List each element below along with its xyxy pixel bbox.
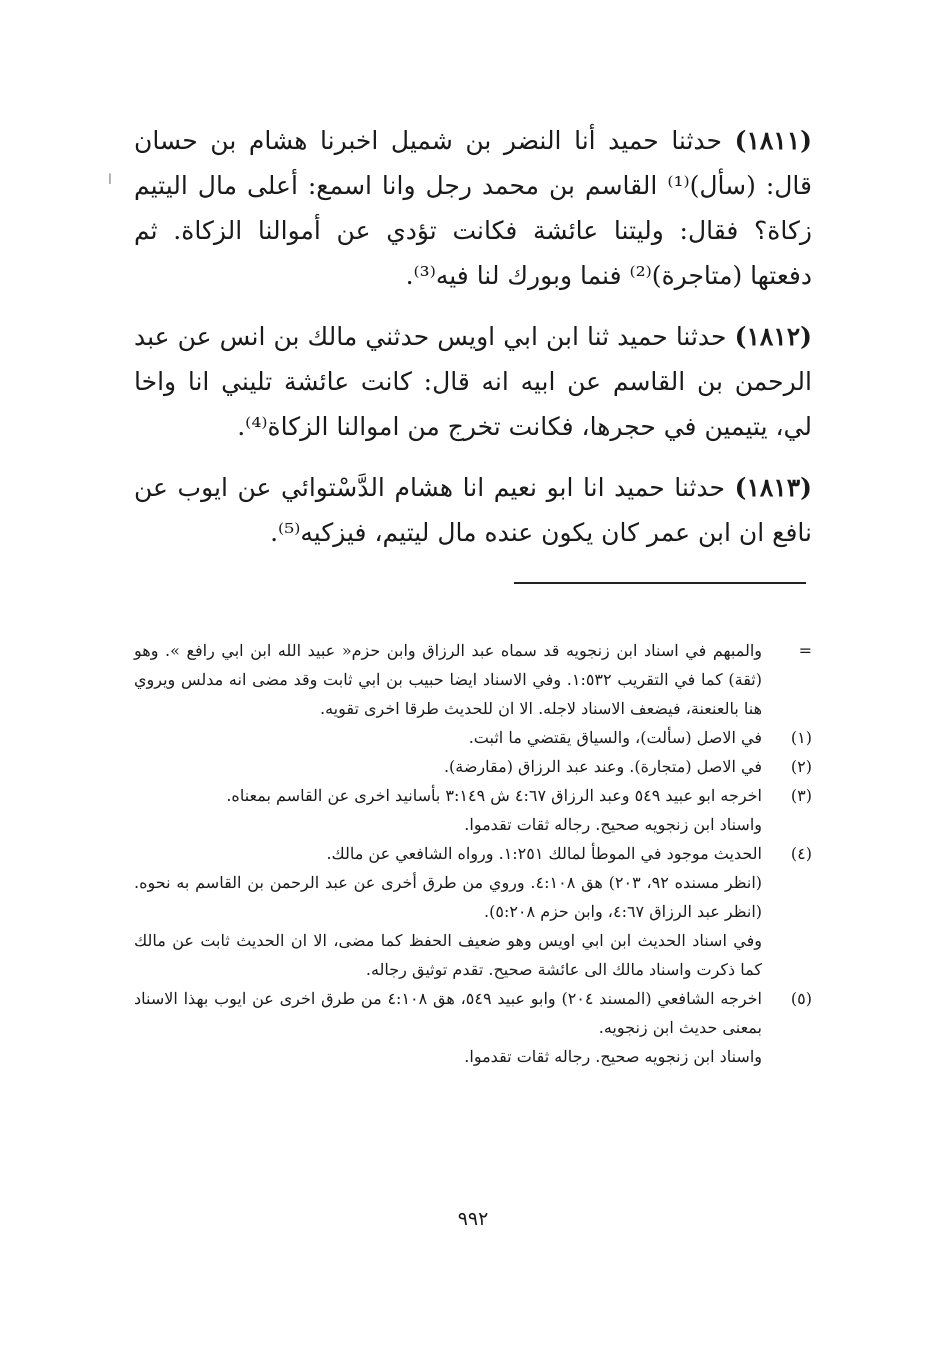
footnotes	[134, 636, 812, 1071]
footnote-4	[134, 839, 812, 984]
footnote-line: (انظر مسنده ٩٢، ٢٠٣) هق ٤:١٠٨. وروي من طرق أخرى عن عبد الرحمن بن القاسم به نحوه. (انظر عبد الرزاق ٤:٦٧، وابن حزم ٥:٢٠٨).	[134, 873, 763, 921]
footnote-body	[134, 839, 762, 984]
footnote-line: اخرجه الشافعي (المسند ٢٠٤) وابو عبيد ٥٤٩، هق ٤:١٠٨ من طرق اخرى عن ايوب بهذا الاسناد بمعنى حديث ابن زنجويه.	[134, 989, 762, 1037]
footnote-marker: (٢)	[790, 757, 812, 776]
hadith-number: (١٨١٢)	[734, 322, 812, 351]
footnote-body	[134, 636, 762, 723]
footnote-marker: (١)	[790, 728, 812, 747]
footnote-line: في الاصل (سألت)، والسياق يقتضي ما اثبت.	[468, 728, 762, 747]
hadith-1811	[134, 118, 812, 298]
page-number: ٩٩٢	[457, 1208, 489, 1230]
footnote-5	[134, 984, 812, 1071]
footnote-line: الحديث موجود في الموطأ لمالك ١:٢٥١. ورواه الشافعي عن مالك.	[326, 844, 762, 863]
footnote-body	[134, 984, 762, 1071]
footnote-line: وفي اسناد الحديث ابن ابي اويس وهو ضعيف الحفظ كما مضى، الا ان الحديث ثابت عن مالك كما ذكرت واسناد مالك الى عائشة صحيح. تقدم توثيق رجاله.	[134, 931, 762, 979]
hadith-1812	[134, 314, 812, 449]
footnote-line: اخرجه ابو عبيد ٥٤٩ وعبد الرزاق ٤:٦٧ ش ٣:١٤٩ بأسانيد اخرى عن القاسم بمعناه.	[226, 786, 762, 805]
footnote-line: والمبهم في اسناد ابن زنجويه قد سماه عبد الرزاق وابن حزم« عبيد الله ابن ابي رافع ». وهو (ثقة) كما في التقريب ١:٥٣٢. وفي الاسناد ايضا حبيب بن ابي ثابت وقد مضى انه مدلس ويروي هنا بالعنعنة، فيضعف الاسناد لاجله. الا ان للحديث طرقا اخرى تقويه.	[134, 641, 762, 718]
hadith-text: حدثنا حميد أنا النضر بن شميل اخبرنا هشام بن حسان قال: (سأل)⁽¹⁾ القاسم بن محمد رجل وانا اسمع: أعلى مال اليتيم زكاة؟ فقال: وليتنا عائشة فكانت تؤدي عن أموالنا الزكاة. ثم دفعتها (متاجرة)⁽²⁾ فنما وبورك لنا فيه⁽³⁾.	[134, 126, 812, 290]
footnote-3	[134, 781, 812, 839]
footnote-continuation	[134, 636, 812, 723]
footnote-marker: (٣)	[790, 786, 812, 805]
footnote-marker: (٤)	[790, 844, 812, 863]
footnote-line: في الاصل (متجارة). وعند عبد الرزاق (مقارضة).	[443, 757, 762, 776]
footnote-marker: (٥)	[790, 989, 812, 1008]
footnote-divider	[514, 582, 806, 584]
hadith-text: حدثنا حميد انا ابو نعيم انا هشام الدَّسْتوائي عن ايوب عن نافع ان ابن عمر كان يكون عنده مال ليتيم، فيزكيه⁽⁵⁾.	[134, 473, 812, 547]
footnote-body	[134, 781, 762, 839]
hadith-1813	[134, 465, 812, 555]
hadith-text: حدثنا حميد ثنا ابن ابي اويس حدثني مالك بن انس عن عبد الرحمن بن القاسم عن ابيه انه قال: كانت عائشة تليني انا واخا لي، يتيمين في حجرها، فكانت تخرج من اموالنا الزكاة⁽⁴⁾.	[134, 322, 812, 441]
footnote-line: واسناد ابن زنجويه صحيح. رجاله ثقات تقدموا.	[464, 815, 762, 834]
footnote-line: واسناد ابن زنجويه صحيح. رجاله ثقات تقدموا.	[464, 1047, 762, 1066]
footnote-body	[134, 723, 762, 752]
footnote-1	[134, 723, 812, 752]
margin-mark: ا	[108, 172, 112, 188]
footnote-2	[134, 752, 812, 781]
main-text	[134, 118, 812, 571]
footnote-marker: =	[798, 641, 812, 660]
hadith-number: (١٨١٣)	[734, 473, 812, 502]
footnote-body	[134, 752, 762, 781]
hadith-number: (١٨١١)	[734, 126, 812, 155]
